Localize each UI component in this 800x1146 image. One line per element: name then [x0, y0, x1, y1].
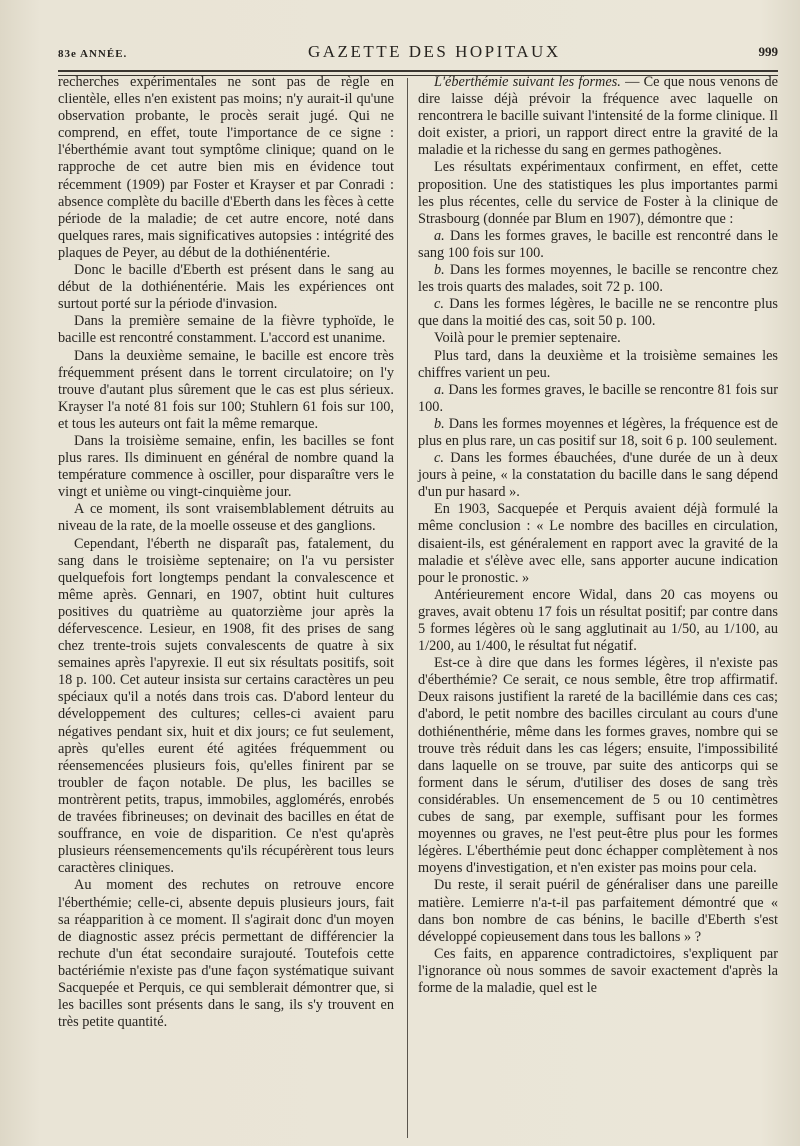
list-item	[418, 228, 778, 262]
list-marker: c.	[434, 296, 444, 313]
page-header	[58, 42, 778, 66]
paragraph: recherches expérimentales ne sont pas de règle en clientèle, elles n'en existent pas moins; n'y aurait-il qu'une observation probante, le procès serait jugé. Qui ne comprend, en effet, toute l'importance de ce signe : l'éberthémie avant tout symptôme clinique; quand on le rapproche de cet autre bien mis en évidence tout récemment (1909) par Foster et Krayser et par Conradi : absence complète du bacille d'Eberth dans les fèces à cette période de la maladie; de cet autre encore, noté dans quelques rares, mais significatives autopsies : intégrité des plaques de Peyer, au début de la dothiénentérie.	[58, 74, 394, 261]
list-marker: c.	[434, 450, 444, 467]
list-item-text: Dans les formes légères, le bacille ne se rencontre plus que dans la moitié des cas, soit 50 p. 100.	[418, 296, 778, 330]
right-column	[418, 74, 778, 997]
list-marker: a.	[434, 381, 445, 398]
paragraph: Dans la première semaine de la fièvre typhoïde, le bacille est rencontré constamment. L'accord est unanime.	[58, 313, 394, 347]
section-title: L'éberthémie suivant les formes.	[434, 74, 621, 90]
list-item-text: Dans les formes moyennes et légères, la fréquence est de plus en plus rare, un cas positif sur 18, soit 6 p. 100 seulement.	[418, 415, 778, 449]
paragraph: Les résultats expérimentaux confirment, en effet, cette proposition. Une des statistiques les plus importantes parmi les plus récentes, celle du service de Foster à la clinique de Strasbourg (donnée par Blum en 1907), démontre que :	[418, 159, 778, 227]
paragraph: A ce moment, ils sont vraisemblablement détruits au niveau de la rate, de la moelle osseuse et des ganglions.	[58, 501, 394, 535]
paragraph: Ces faits, en apparence contradictoires, s'expliquent par l'ignorance où nous sommes de savoir exactement d'après la forme de la maladie, quel est le	[418, 945, 778, 996]
column-divider	[407, 78, 408, 1138]
paragraph: Dans la deuxième semaine, le bacille est encore très fréquemment présent dans le torrent circulatoire; on l'y trouve d'autant plus sûrement que le cas est plus sérieux. Krayser l'a noté 81 fois sur 100; Stuhlern 61 fois sur 100, et tous les auteurs ont fait la même remarque.	[58, 347, 394, 432]
left-column	[58, 74, 394, 1031]
page-number: 999	[758, 44, 778, 59]
list-item	[418, 450, 778, 501]
paragraph: Plus tard, dans la deuxième et la troisième semaines les chiffres varient un peu.	[418, 347, 778, 381]
paragraph: Du reste, il serait puéril de généraliser dans une pareille matière. Lemierre n'a-t-il pas parfaitement démontré que « dans bon nombre de cas bénins, le bacille d'Eberth s'est développé copieusement dans tous les ballons » ?	[418, 877, 778, 945]
list-item	[418, 382, 778, 416]
journal-title: GAZETTE DES HOPITAUX	[308, 42, 561, 61]
paragraph: Voilà pour le premier septenaire.	[434, 330, 621, 347]
section-paragraph	[418, 74, 778, 159]
section-text: — Ce que nous venons de dire laisse déjà prévoir la fréquence avec laquelle on rencontrera le bacille suivant l'intensité de la forme clinique. Il doit exister, a priori, un rapport direct entre la gravité de la maladie et la richesse du sang en germes pathogènes.	[418, 74, 778, 159]
list-item-text: Dans les formes graves, le bacille se rencontre 81 fois sur 100.	[418, 381, 778, 415]
list-item	[418, 416, 778, 450]
list-item-text: Dans les formes graves, le bacille est rencontré dans le sang 100 fois sur 100.	[418, 227, 778, 261]
year-label: 83e ANNÉE.	[58, 48, 128, 60]
paragraph: Donc le bacille d'Eberth est présent dans le sang au début de la dothiénentérie. Mais les expériences ont surtout porté sur la période d'invasion.	[58, 262, 394, 313]
list-item	[418, 262, 778, 296]
paragraph: Antérieurement encore Widal, dans 20 cas moyens ou graves, avait obtenu 17 fois un résultat positif; par contre dans 5 formes légères où le sang agglutinait au 1/50, au 1/100, au 1/200, au 1/400, le résultat fut négatif.	[418, 586, 778, 655]
paragraph: Est-ce à dire que dans les formes légères, il n'existe pas d'éberthémie? Ce serait, ce nous semble, être trop affirmatif. Deux raisons justifient la rareté de la bacillémie dans ces cas; d'abord, le petit nombre des bacilles circulant au cours d'une dothiénenthérie, même dans les formes graves, nombre qui se trouve très réduit dans les cas légers; ensuite, l'impossibilité dans laquelle on se trouve, par suite des anticorps qui se forment dans le sérum, d'utiliser des doses de sang très considérables. Un ensemencement de 5 ou 10 centimètres cubes de sang, par exemple, suffisant pour les formes moyennes ou graves, ne l'est peut-être plus pour les formes légères. L'éberthémie peut donc échapper complètement à nos moyens d'investigation, et n'en exister pas moins pour cela.	[418, 655, 778, 877]
paragraph: Dans la troisième semaine, enfin, les bacilles se font plus rares. Ils diminuent en général de nombre quand la température commence à osciller, pour disparaître vers le vingt et unième ou vingt-cinquième jour.	[58, 432, 394, 501]
list-marker: b.	[434, 415, 445, 432]
list-item-text: Dans les formes moyennes, le bacille se rencontre chez les trois quarts des malades, soit 72 p. 100.	[418, 262, 778, 296]
list-marker: b.	[434, 262, 445, 279]
paragraph: Cependant, l'éberth ne disparaît pas, fatalement, du sang dans le troisième septenaire; on l'a vu persister quelquefois fort longtemps pendant la convalescence et même après. Gennari, en 1907, obtint huit cultures positives du quatrième au quatorzième jour après la défervescence. Lesieur, en 1908, fit des prises de sang chez trente-trois sujets convalescents de quatre à six semaines après l'apyrexie. Il eut six résultats positifs, soit 18 p. 100. Cet auteur insista sur certains caractères un peu spéciaux qu'il a notés dans trois cas. D'abord lenteur du développement des cultures; celles-ci avaient paru négatives pendant six, huit et dix jours; ce fut seulement, après qu'elles eurent été agitées fréquemment ou réensemencées plusieurs fois, qu'elles finirent par se troubler de façon notable. De plus, les bacilles se montrèrent petits, trapus, immobiles, agglomérés, enrobés de travées fibrineuses; on devinait des bacilles en état de souffrance, en voie de disparition. Ce n'est qu'après plusieurs réensemencements qu'ils récupérèrent tous leurs caractères cliniques.	[58, 535, 394, 877]
paragraph: Au moment des rechutes on retrouve encore l'éberthémie; celle-ci, absente depuis plusieurs jours, fait sa réapparition à ce moment. Il s'agirait donc d'un moyen de diagnostic assez précis permettant de différencier la rechute d'un état secondaire surajouté. Toutefois cette bactériémie n'existe pas d'une façon systématique suivant Sacquepée et Perquis, ce qui semblerait démontrer que, si les bacilles sont présents dans le sang, ils s'y trouvent en très petite quantité.	[58, 877, 394, 1031]
paragraph: En 1903, Sacquepée et Perquis avaient déjà formulé la même conclusion : « Le nombre des bacilles en circulation, disaient-ils, est généralement en rapport avec la gravité de la maladie et s'élève avec elle, sans apporter aucune indication pour le pronostic. »	[418, 501, 778, 586]
list-item	[418, 296, 778, 330]
list-marker: a.	[434, 227, 445, 244]
list-item-text: Dans les formes ébauchées, d'une durée de un à deux jours à peine, « la constatation du bacille dans le sang dépend d'un pur hasard ».	[418, 450, 778, 501]
